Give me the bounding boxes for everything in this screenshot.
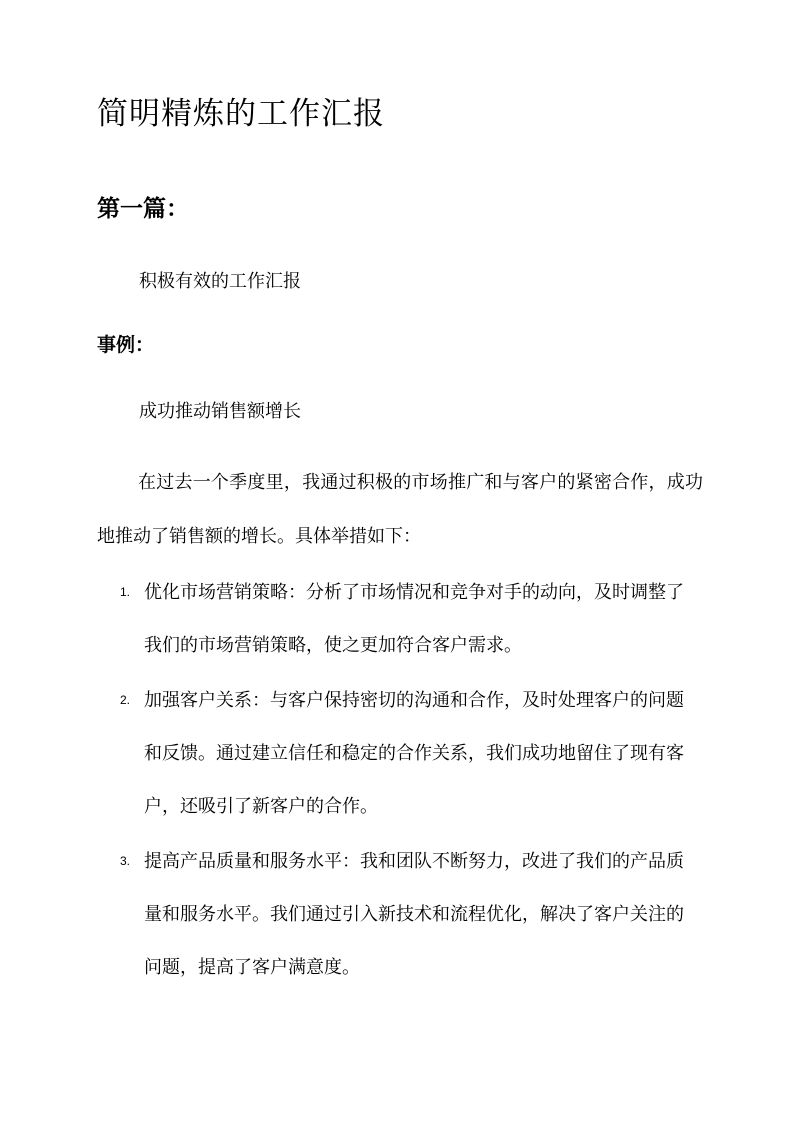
section-heading: 第一篇： xyxy=(97,195,189,222)
measure-text: 优化市场营销策略：分析了市场情况和竞争对手的动向，及时调整了我们的市场营销策略，使之更加符合客户需求。 xyxy=(144,582,684,656)
measure-text: 提高产品质量和服务水平：我和团队不断努力，改进了我们的产品质量和服务水平。我们通过引入新技术和流程优化，解决了客户关注的问题，提高了客户满意度。 xyxy=(144,851,684,978)
report-subtitle: 积极有效的工作汇报 xyxy=(139,271,301,292)
measure-list xyxy=(118,566,708,994)
document-title: 简明精炼的工作汇报 xyxy=(97,96,385,132)
intro-paragraph: 在过去一个季度里，我通过积极的市场推广和与客户的紧密合作，成功地推动了销售额的增长。具体举措如下： xyxy=(97,472,703,547)
measure-item-1 xyxy=(118,566,708,672)
measure-item-3 xyxy=(118,835,708,994)
measure-number: 2. xyxy=(120,693,131,707)
measure-number: 3. xyxy=(120,854,131,868)
measure-item-2 xyxy=(118,674,708,833)
measure-number: 1. xyxy=(120,585,131,599)
example-title: 成功推动销售额增长 xyxy=(139,401,301,422)
example-label: 事例： xyxy=(97,334,155,356)
measure-text: 加强客户关系：与客户保持密切的沟通和合作，及时处理客户的问题和反馈。通过建立信任和稳定的合作关系，我们成功地留住了现有客户，还吸引了新客户的合作。 xyxy=(144,690,684,817)
